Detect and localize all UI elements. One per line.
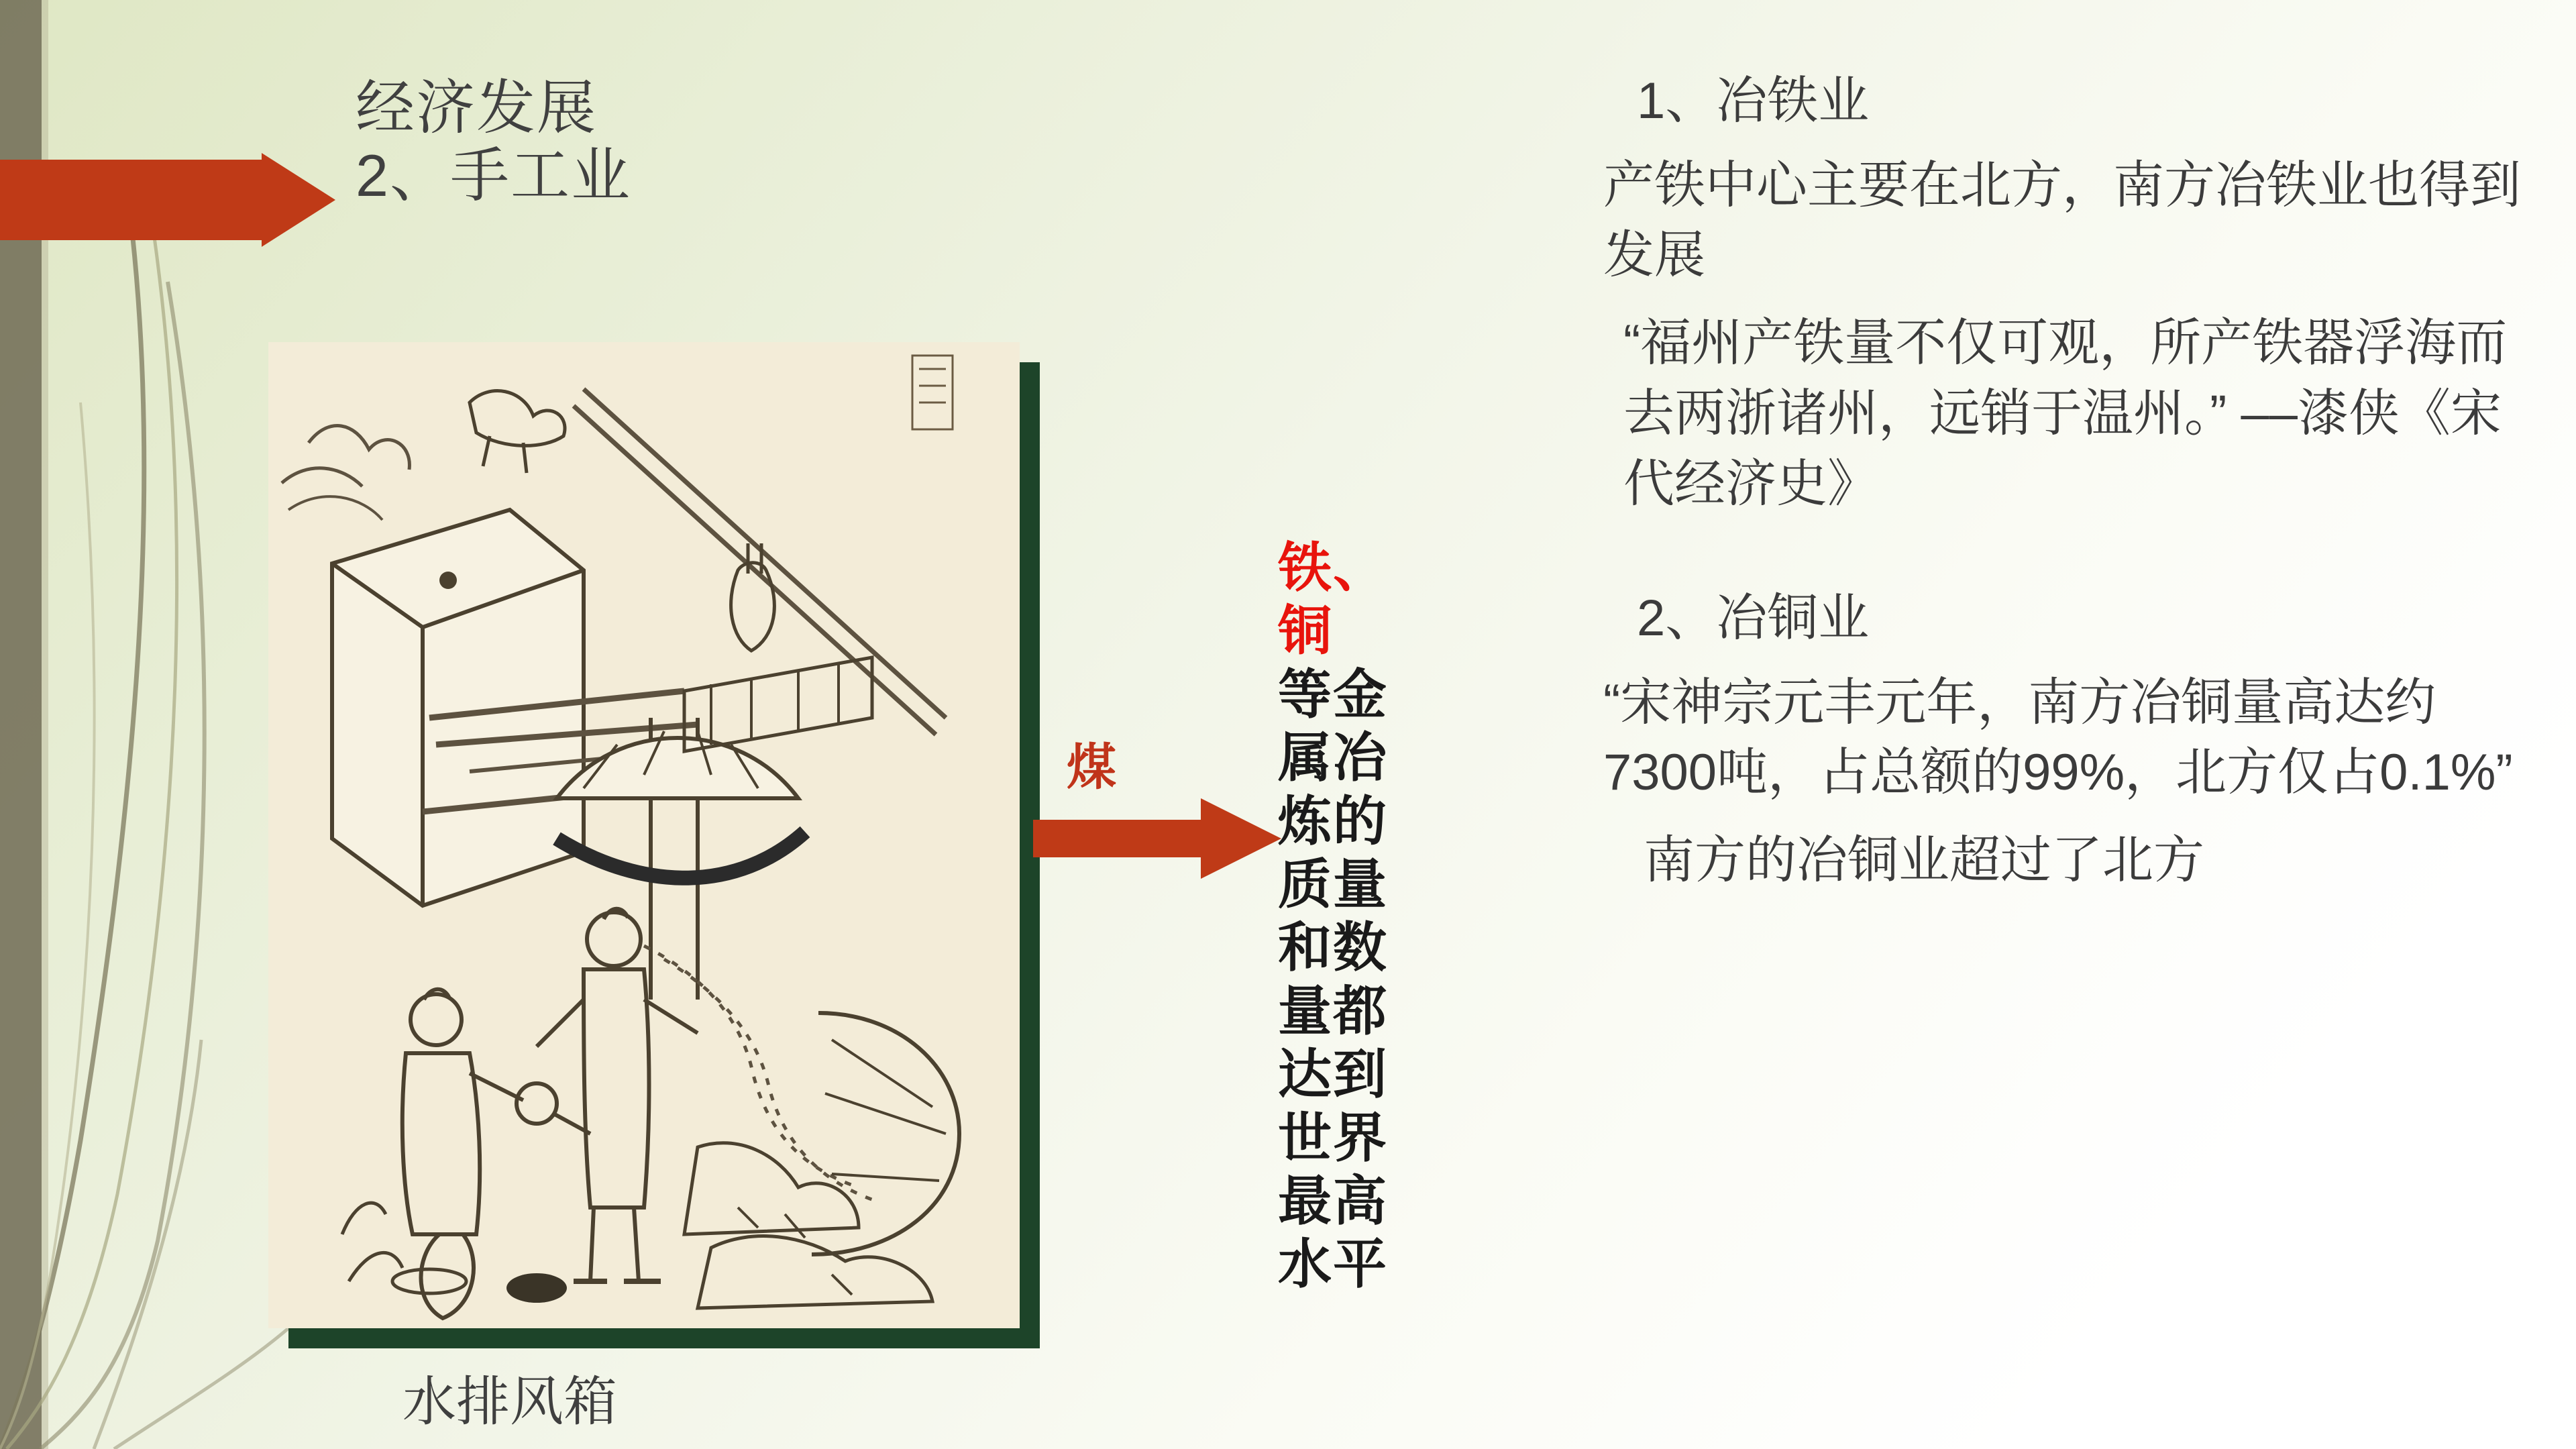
illustration-water-powered-bellows bbox=[268, 342, 1020, 1328]
copper-industry-heading: 2、冶铜业 bbox=[1637, 589, 1870, 647]
coal-label: 煤 bbox=[1067, 739, 1116, 795]
copper-industry-quote: “宋神宗元丰元年，南方冶铜量高达约7300吨，占总额的99%，北方仅占0.1%” bbox=[1603, 674, 2513, 802]
metal-summary-column bbox=[1278, 537, 1439, 1297]
metal-summary-highlight: 铁、铜 bbox=[1278, 538, 1388, 661]
iron-industry-heading: 1、冶铁业 bbox=[1637, 72, 1870, 129]
picture-caption: 水排风箱 bbox=[402, 1372, 617, 1432]
copper-industry-conclusion: 南方的冶铜业超过了北方 bbox=[1644, 832, 2204, 890]
title-block bbox=[356, 74, 631, 209]
top-left-arrow-icon bbox=[0, 153, 335, 247]
page-title: 经济发展 bbox=[356, 74, 598, 141]
section-spacer bbox=[1603, 537, 2536, 584]
metal-summary-body: 等金属冶炼的质量和数量都达到世界最高水平 bbox=[1278, 664, 1388, 1295]
iron-industry-quote: “福州产铁量不仅可观，所产铁器浮海而去两浙诸州，远销于温州。” ––漆侠《宋代经济史》 bbox=[1623, 315, 2508, 513]
iron-industry-paragraph: 产铁中心主要在北方，南方冶铁业也得到发展 bbox=[1603, 156, 2521, 284]
middle-right-arrow-icon bbox=[1033, 798, 1281, 879]
right-content-column bbox=[1603, 67, 2536, 896]
page-subtitle: 2、手工业 bbox=[356, 142, 631, 209]
